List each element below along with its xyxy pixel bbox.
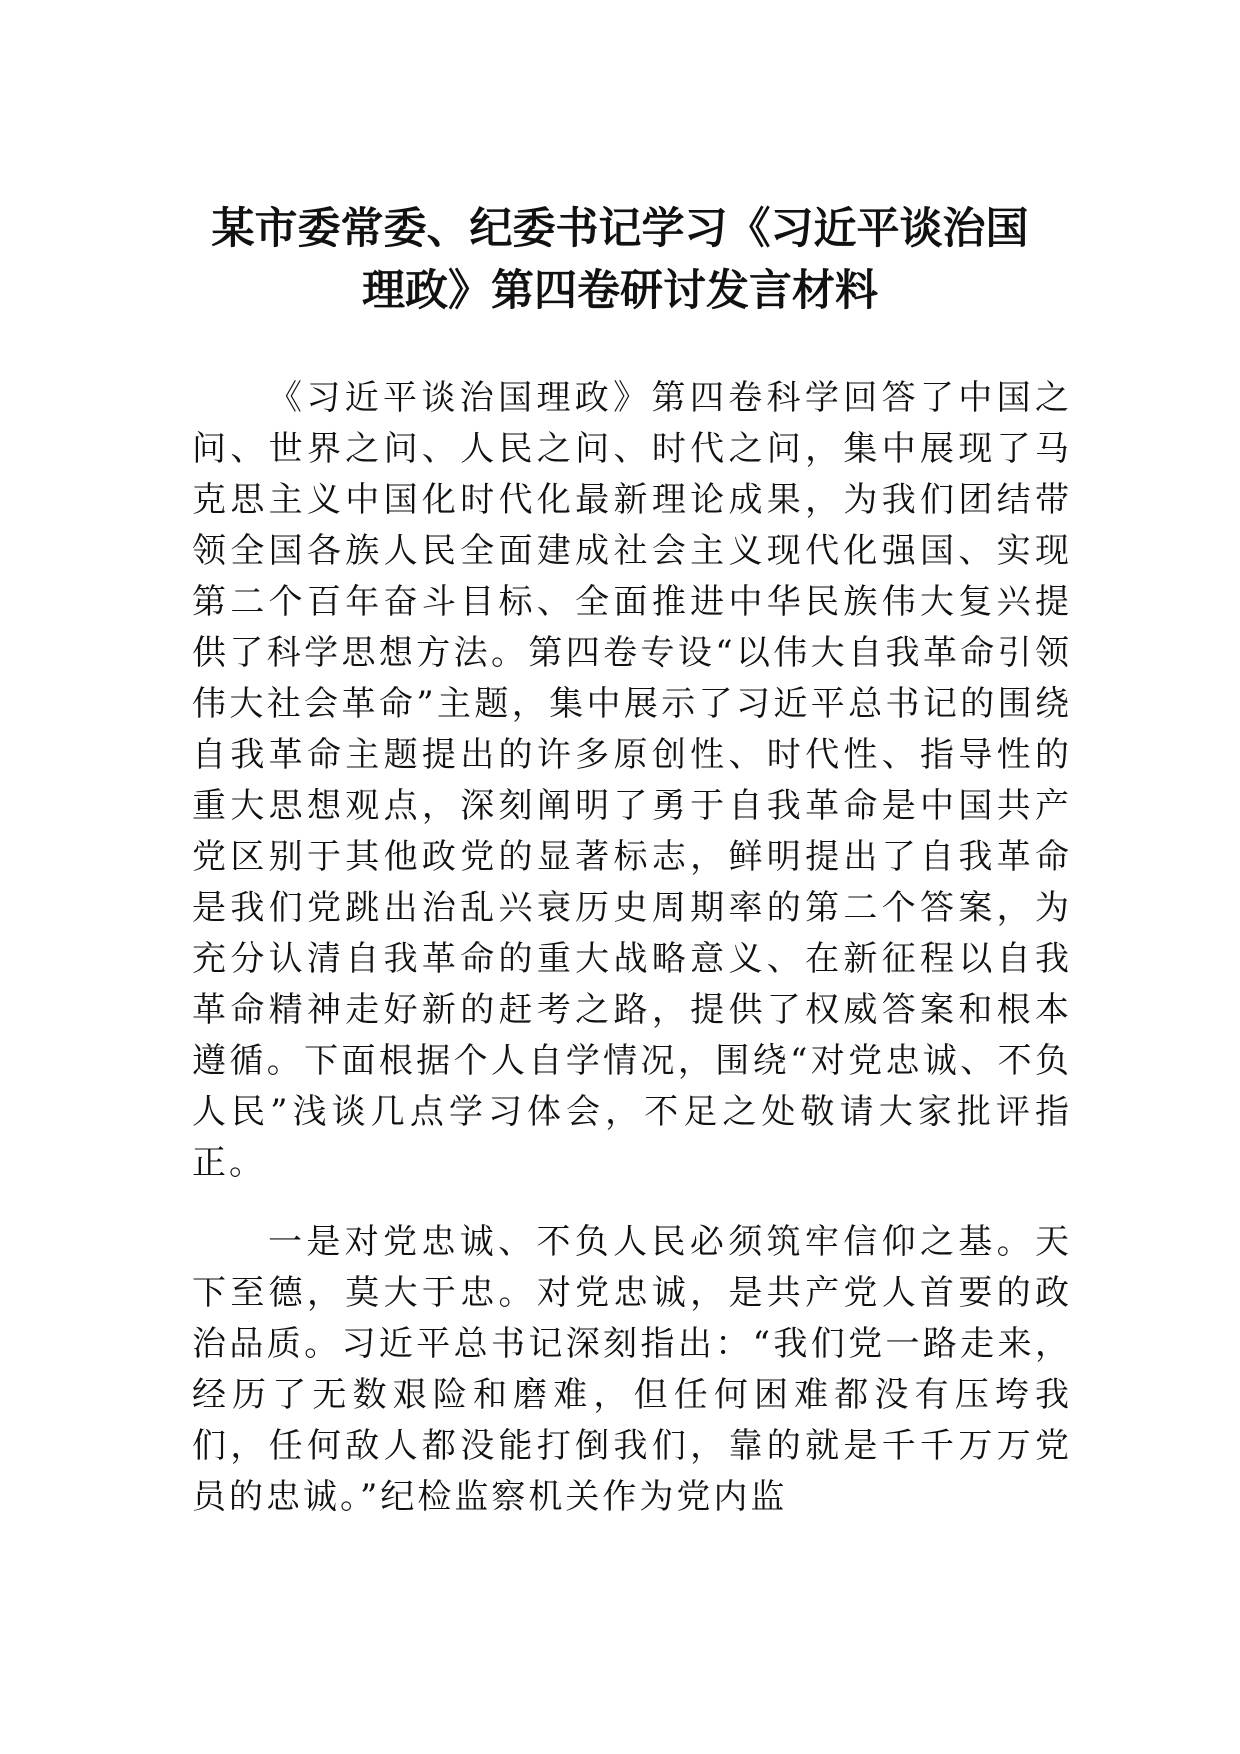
title-line-2: 理政》第四卷研讨发言材料 bbox=[362, 266, 878, 316]
document-body bbox=[192, 373, 1072, 1523]
title-line-1: 某市委常委、纪委书记学习《习近平谈治国 bbox=[211, 204, 1029, 254]
body-paragraph-2: 一是对党忠诚、不负人民必须筑牢信仰之基。天下至德，莫大于忠。对党忠诚，是共产党人首要的政治品质。习近平总书记深刻指出：“我们党一路走来，经历了无数艰险和磨难，但任何困难都没有压垮我们，任何敌人都没能打倒我们，靠的就是千千万万党员的忠诚。”纪检监察机关作为党内监 bbox=[192, 1222, 1072, 1517]
document-title bbox=[150, 198, 1090, 322]
body-paragraph-1: 《习近平谈治国理政》第四卷科学回答了中国之问、世界之问、人民之问、时代之问，集中展现了马克思主义中国化时代化最新理论成果，为我们团结带领全国各族人民全面建成社会主义现代化强国、实现第二个百年奋斗目标、全面推进中华民族伟大复兴提供了科学思想方法。第四卷专设“以伟大自我革命引领伟大社会革命”主题，集中展示了习近平总书记的围绕自我革命主题提出的许多原创性、时代性、指导性的重大思想观点，深刻阐明了勇于自我革命是中国共产党区别于其他政党的显著标志，鲜明提出了自我革命是我们党跳出治乱兴衰历史周期率的第二个答案，为充分认清自我革命的重大战略意义、在新征程以自我革命精神走好新的赶考之路，提供了权威答案和根本遵循。下面根据个人自学情况，围绕“对党忠诚、不负人民”浅谈几点学习体会，不足之处敬请大家批评指正。 bbox=[192, 378, 1072, 1183]
